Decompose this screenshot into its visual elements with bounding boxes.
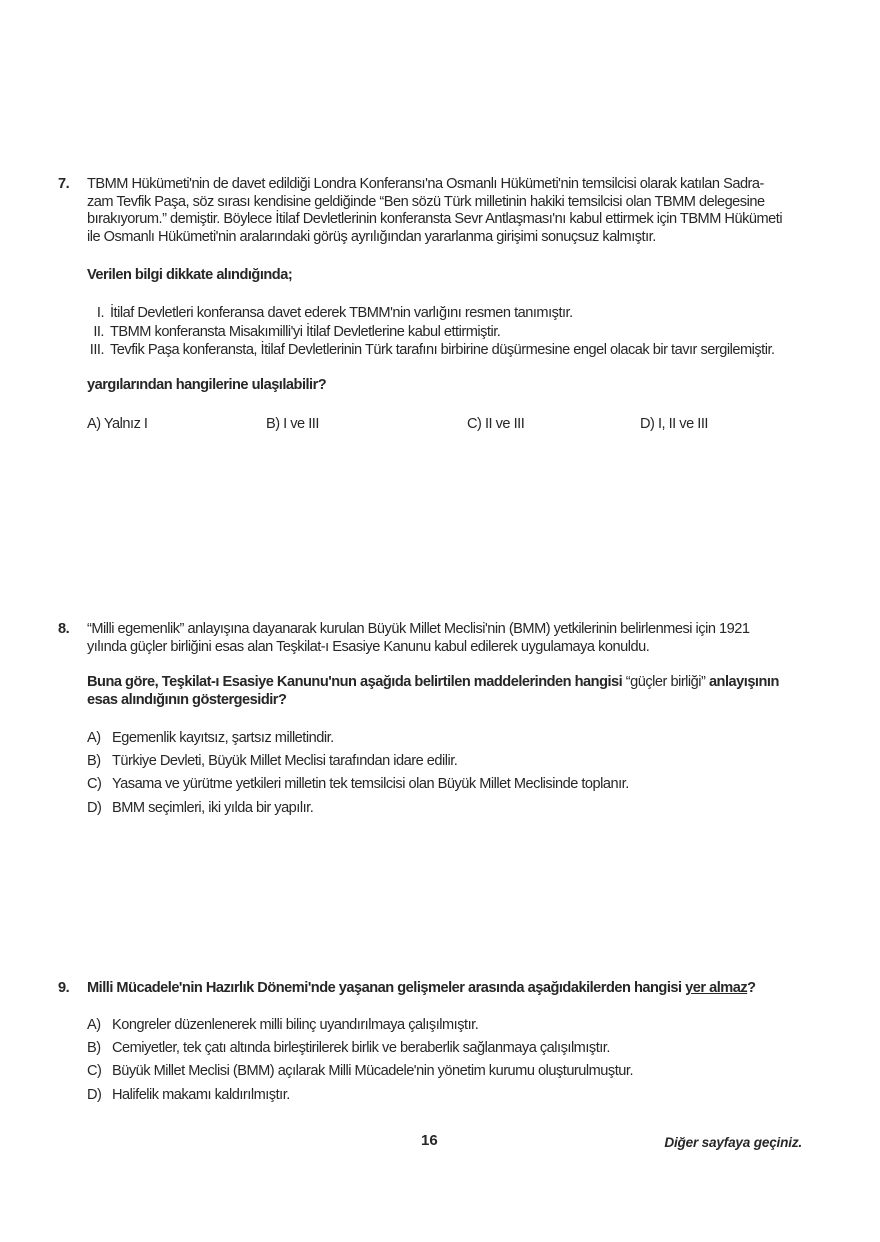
question-text-line: “Milli egemenlik” anlayışına dayanarak kurulan Büyük Millet Meclisi'nin (BMM) yetkilerinin belirlenmesi için 1921 — [87, 621, 750, 637]
roman-item-2 — [60, 324, 775, 343]
question-text-line: zam Tevfik Paşa, söz sırası kendisine geldiğinde “Ben sözü Türk milletinin hakiki temsilcisi olan TBMM delegesine — [87, 193, 765, 210]
question-7-stem: yargılarından hangilerine ulaşılabilir? — [87, 377, 327, 393]
question-8-paragraph — [87, 621, 749, 656]
option-label: C) — [467, 416, 482, 432]
option-text: Yasama ve yürütme yetkileri milletin tek temsilcisi olan Büyük Millet Meclisinde toplanır. — [112, 776, 629, 793]
stem-bold-text: Buna göre, Teşkilat-ı Esasiye Kanunu'nun aşağıda belirtilen maddelerinden hangisi — [87, 674, 626, 690]
option-b-q7 — [266, 416, 319, 434]
stem-underlined-text: yer almaz — [685, 980, 748, 996]
question-text-line: yılında güçler birliğini esas alan Teşkilat-ı Esasiye Kanunu kabul edilerek uygulamaya konuldu. — [87, 638, 650, 655]
stem-bold-text: Milli Mücadele'nin Hazırlık Dönemi'nde yaşanan gelişmeler arasında aşağıdakilerden hangisi — [87, 980, 686, 996]
option-text: II ve III — [484, 416, 525, 432]
roman-numeral: III. — [89, 342, 104, 359]
option-label: A) — [87, 416, 101, 432]
question-text-line: bırakıyorum.” demiştir. Böylece İtilaf Devletlerinin konferansta Sevr Antlaşması'nı kabul ettirmek için TBMM Hükümeti — [87, 211, 783, 227]
roman-numeral: I. — [96, 305, 104, 321]
question-text-line: ile Osmanlı Hükümeti'nin aralarındaki görüş ayrılığından yararlanma girişimi sonuçsuz kalmıştır. — [87, 228, 656, 245]
question-9-number: 9. — [58, 980, 70, 996]
option-d-q8 — [87, 800, 629, 823]
option-text: I ve III — [283, 416, 319, 432]
option-text: BMM seçimleri, iki yılda bir yapılır. — [112, 799, 314, 816]
option-a-q9 — [87, 1017, 633, 1040]
option-text: Yalnız I — [103, 416, 148, 432]
option-label: B) — [87, 1040, 101, 1057]
option-d-q9 — [87, 1087, 633, 1110]
option-label: D) — [87, 1086, 102, 1103]
option-label: C) — [87, 776, 102, 793]
option-text: Türkiye Devleti, Büyük Millet Meclisi tarafından idare edilir. — [112, 753, 458, 770]
stem-regular-text: “güçler birliği” — [625, 674, 706, 690]
option-label: D) — [87, 799, 102, 816]
stem-bold-text: esas alındığının göstergesidir? — [87, 691, 287, 708]
question-8-stem — [87, 674, 779, 709]
option-c-q7 — [467, 416, 524, 434]
question-8-number: 8. — [58, 621, 70, 637]
roman-item-text: TBMM konferansta Misakımilli'yi İtilaf Devletlerine kabul ettirmiştir. — [110, 323, 501, 340]
page-number: 16 — [421, 1132, 438, 1149]
roman-numeral: II. — [93, 323, 104, 340]
option-text: Halifelik makamı kaldırılmıştır. — [112, 1086, 290, 1103]
option-d-q7 — [640, 416, 708, 434]
option-text: Kongreler düzenlenerek milli bilinç uyandırılmaya çalışılmıştır. — [112, 1017, 479, 1033]
option-text: Büyük Millet Meclisi (BMM) açılarak Milli Mücadele'nin yönetim kurumu oluşturulmuştur. — [112, 1063, 634, 1080]
option-label: B) — [87, 753, 101, 770]
question-7-number: 7. — [58, 176, 70, 192]
option-text: Cemiyetler, tek çatı altında birleştirilerek birlik ve beraberlik sağlanmaya çalışılmıştır. — [112, 1040, 610, 1057]
option-c-q9 — [87, 1063, 633, 1086]
option-label: A) — [87, 1017, 101, 1033]
option-text: Egemenlik kayıtsız, şartsız milletindir. — [112, 730, 334, 746]
stem-bold-text: anlayışının — [705, 674, 779, 690]
question-7-lead: Verilen bilgi dikkate alındığında; — [87, 267, 293, 283]
option-b-q9 — [87, 1040, 633, 1063]
question-text-line: TBMM Hükümeti'nin de davet edildiği Londra Konferansı'na Osmanlı Hükümeti'nin temsilcisi olarak katılan Sadra- — [87, 176, 764, 192]
option-a-q7 — [87, 416, 147, 434]
next-page-note: Diğer sayfaya geçiniz. — [664, 1135, 802, 1150]
option-b-q8 — [87, 753, 629, 776]
option-label: B) — [266, 416, 280, 432]
question-9-stem — [87, 980, 756, 998]
option-a-q8 — [87, 730, 629, 753]
question-7-roman-items — [60, 305, 775, 361]
option-text: I, II ve III — [657, 416, 708, 432]
roman-item-text: İtilaf Devletleri konferansa davet ederek TBMM'nin varlığını resmen tanımıştır. — [110, 305, 573, 321]
option-label: A) — [87, 730, 101, 746]
option-label: D) — [640, 416, 655, 432]
roman-item-1 — [60, 305, 775, 324]
roman-item-text: Tevfik Paşa konferansta, İtilaf Devletlerinin Türk tarafını birbirine düşürmesine engel olacak bir tavır sergilemiştir. — [110, 342, 775, 359]
option-label: C) — [87, 1063, 102, 1080]
stem-bold-text: ? — [747, 980, 756, 996]
question-7-paragraph — [87, 176, 782, 246]
option-c-q8 — [87, 776, 629, 799]
question-8-options — [87, 730, 629, 823]
roman-item-3 — [60, 342, 775, 361]
question-9-options — [87, 1017, 633, 1110]
